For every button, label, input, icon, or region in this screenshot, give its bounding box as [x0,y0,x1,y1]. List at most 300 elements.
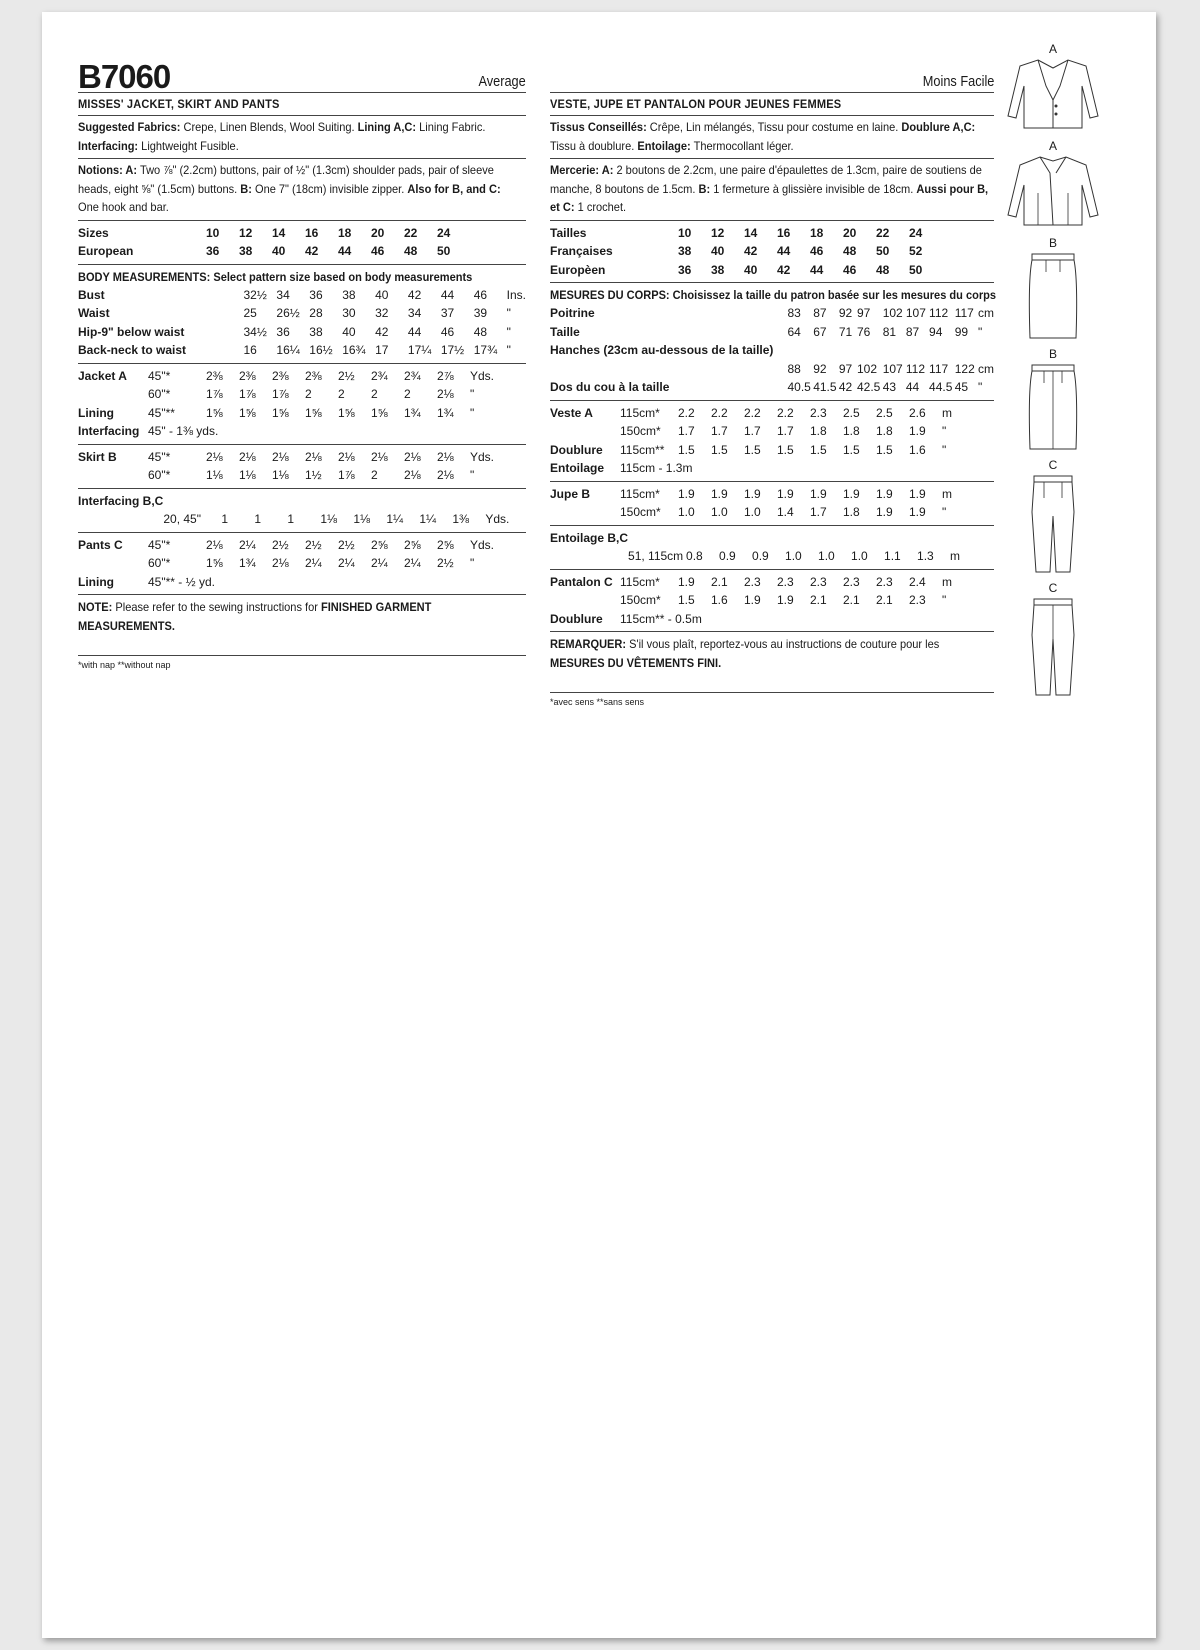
table-row [550,422,994,441]
unit: " [506,324,511,339]
table-row [78,385,526,404]
size-value: 2¼ [239,537,256,552]
size-value: 30 [342,306,356,321]
size-value: 16 [243,343,257,358]
size-value: 17¼ [407,343,432,358]
size-value: 1.5 [711,442,728,457]
pattern-title: MISSES' JACKET, SKIRT AND PANTS [78,97,280,111]
row-label: European [78,244,134,259]
row-label: Interfacing [78,424,140,439]
notions-paragraph-fr: Mercerie: A: 2 boutons de 2.2cm, une paire d'épaulettes de 1.3cm, paire de soutiens de manche, 8 boutons de 1.5cm. B: 1 fermeture à glissière invisible de 18cm. Aussi pour B, et C: 1 crochet. [550,163,989,214]
table-row [78,492,526,511]
size-value: 48 [473,324,488,339]
row-label: Hip-9" below waist [78,324,185,339]
size-value: 38 [309,324,323,339]
size-value: 2⅛ [272,449,289,464]
row-label: Back-neck to waist [78,343,187,358]
size-value: 1⅞ [272,387,289,402]
size-value: 2⅜ [239,368,256,383]
size-value: 1.9 [744,486,761,501]
size-value: 2½ [338,368,355,383]
size-value: 1⅛ [239,468,256,483]
size-value: 2¼ [305,556,322,571]
size-value: 45 [954,380,969,395]
table-row [550,378,994,397]
size-value: 22 [404,225,418,240]
sizes-table [78,221,526,264]
body-measurements-table-fr [550,304,994,397]
table-row [78,448,526,467]
size-value: 1½ [305,468,322,483]
size-value: 2.3 [909,593,926,608]
row-sub [186,304,243,323]
size-value: 2⅝ [404,537,421,552]
french-column [550,12,997,707]
size-value: 2.1 [843,593,860,608]
size-value: 1.5 [777,442,794,457]
row-label: Pants C [78,537,123,552]
size-value: 22 [876,225,890,240]
unit: " [978,324,983,339]
size-value: 1.9 [810,486,827,501]
row-label: Veste A [550,405,593,420]
garment-sketches [998,42,1108,704]
row-label: Doublure [550,442,603,457]
size-value: 1.6 [711,593,728,608]
size-value: 1⅝ [206,556,223,571]
size-value: 40 [342,324,356,339]
table-row [78,536,526,555]
size-value: 97 [838,361,853,376]
pants-back-sketch [998,595,1108,699]
size-value: 36 [276,324,290,339]
difficulty-label: Average [478,74,526,90]
size-value: 2.1 [711,574,728,589]
size-value: 102 [882,306,903,321]
size-value: 1.7 [810,505,827,520]
view-label: C [1048,458,1058,472]
size-value: 24 [437,225,451,240]
size-value: 32½ [243,287,267,302]
size-value: 2.2 [777,405,794,420]
row-sub: 45"** - ½ yd. [148,574,215,589]
size-value: 94 [929,324,943,339]
row-sub: 115cm* [620,405,660,420]
table-row [78,404,526,423]
size-value: 1.7 [678,424,695,439]
size-value: 2¾ [404,368,421,383]
unit: Yds. [470,449,495,464]
size-value: 2⅜ [272,368,289,383]
body-measurements-header-fr: MESURES DU CORPS: Choisissez la taille du patron basée sur les mesures du corps [550,288,997,302]
size-value: 42 [777,262,791,277]
unit: " [470,405,475,420]
note-paragraph-fr: REMARQUER: S'il vous plaît, reportez-vous au instructions de couture pour les MESURES DU VÊTEMENTS FINI. [550,637,940,670]
yardage-group [550,482,994,525]
size-value: 2.5 [843,405,860,420]
row-label [550,360,773,379]
size-value: 10 [206,225,220,240]
yardage-section [78,363,526,595]
size-value: 1.0 [818,549,835,564]
size-value: 1.4 [777,505,794,520]
size-value: 40 [744,262,758,277]
row-sub: 150cm* [620,593,661,608]
unit: " [470,387,475,402]
size-value: 1⅝ [206,405,223,420]
size-value: 1.5 [843,442,860,457]
table-row [550,547,994,566]
table-row [78,422,526,441]
skirt-front-sketch [998,250,1108,342]
size-value: 46 [371,244,385,259]
row-label: Skirt B [78,449,117,464]
footnote-fr: *avec sens **sans sens [550,697,645,707]
row-label: Doublure [550,611,603,626]
size-value: 2⅛ [437,387,454,402]
yardage-group [550,526,994,569]
size-value: 48 [404,244,418,259]
size-value: 1⅛ [272,468,289,483]
table-row [78,224,526,243]
size-value: 2⅛ [239,449,256,464]
size-value: 2.3 [744,574,761,589]
size-value: 40 [375,287,389,302]
row-sub [773,304,787,323]
size-value: 2 [305,387,312,402]
size-value: 42 [305,244,319,259]
sizes-table-fr [550,221,994,283]
size-value: 1⅛ [206,468,223,483]
unit: Yds. [485,512,510,527]
row-label: Poitrine [550,306,595,321]
size-value: 107 [905,306,926,321]
size-value: 36 [206,244,220,259]
unit: Yds. [470,537,495,552]
size-value: 2½ [272,537,289,552]
unit: " [506,343,511,358]
size-value: 76 [857,324,871,339]
size-value: 2¾ [371,368,388,383]
table-row [550,404,994,423]
size-value: 88 [787,361,801,376]
size-value: 1.9 [777,593,794,608]
row-label: Interfacing B,C [78,493,164,508]
size-value: 10 [678,225,692,240]
size-value: 87 [813,306,827,321]
notions-paragraph: Notions: A: Two ⅞" (2.2cm) buttons, pair of ½" (1.3cm) shoulder pads, pair of sleeve heads, eight ⅝" (1.5cm) buttons. B: One 7" (18cm) invisible zipper. Also for B, and C: One hook and bar. [78,163,501,214]
size-value: 2.3 [843,574,860,589]
size-value: 38 [239,244,253,259]
size-value: 42 [838,380,853,395]
size-value: 0.9 [752,549,769,564]
size-value: 12 [711,225,725,240]
yardage-group [78,533,526,595]
size-value: 2⅛ [371,449,388,464]
yardage-group [78,489,526,532]
difficulty-label-fr: Moins Facile [922,74,994,90]
fabrics-paragraph: Suggested Fabrics: Crepe, Linen Blends, Wool Suiting. Lining A,C: Lining Fabric. Interfacing: Lightweight Fusible. [78,120,486,153]
size-value: 1¼ [386,512,404,527]
size-value: 2⅛ [206,537,223,552]
size-value: 2¼ [404,556,421,571]
size-value: 1.9 [777,486,794,501]
size-value: 1⅜ [452,512,470,527]
size-value: 42 [375,324,389,339]
body-measurements-table [78,286,526,360]
size-value: 41.5 [813,380,837,395]
size-value: 2⅝ [437,537,454,552]
size-value: 2½ [338,537,355,552]
size-value: 1.6 [909,442,926,457]
size-value: 1⅝ [272,405,289,420]
size-value: 1.0 [851,549,868,564]
unit: m [942,574,952,589]
size-value: 1⅞ [206,387,223,402]
size-value: 20 [843,225,857,240]
size-value: 18 [338,225,352,240]
size-value: 99 [954,324,969,339]
size-value: 2 [404,387,411,402]
table-row [78,341,526,360]
row-sub: 60"* [148,387,171,402]
size-value: 1.7 [744,424,761,439]
unit: Ins. [506,287,526,302]
size-value: 2⅛ [338,449,355,464]
size-value: 40.5 [787,380,811,395]
table-row [550,459,994,478]
body-measurements-header: BODY MEASUREMENTS: Select pattern size based on body measurements [78,269,473,284]
unit: m [942,405,952,420]
size-value: 67 [813,324,827,339]
size-value: 44 [338,244,352,259]
size-value: 38 [342,287,356,302]
size-value: 37 [440,306,455,321]
size-value: 1.0 [711,505,728,520]
row-label [78,510,163,529]
size-value: 12 [239,225,253,240]
size-value: 17 [375,343,389,358]
body-measurements-section-fr [550,283,997,400]
view-label: A [1048,139,1057,153]
row-label: Entoilage [550,461,605,476]
body-measurements-section [78,265,526,363]
size-value: 1 [254,512,262,527]
size-value: 24 [909,225,923,240]
size-value: 2.1 [876,593,893,608]
size-value: 2¼ [338,556,355,571]
unit: cm [978,361,994,376]
size-value: 1 [287,512,295,527]
size-value: 1.9 [909,505,926,520]
row-label: Europèen [550,262,606,277]
size-value: 44.5 [929,380,953,395]
size-value: 2⅞ [437,368,454,383]
size-value: 34½ [243,324,267,339]
size-value: 44 [407,324,422,339]
yardage-group [550,570,994,632]
unit: " [942,424,947,439]
yardage-group [550,401,994,481]
size-value: 2.3 [777,574,794,589]
size-value: 2⅝ [371,537,388,552]
unit: " [942,505,947,520]
size-value: 2⅛ [272,556,289,571]
size-value: 36 [309,287,323,302]
size-value: 26½ [276,306,300,321]
size-value: 52 [909,244,923,259]
table-row [550,529,994,548]
row-sub: 20, 45" [163,512,201,527]
size-value: 1.0 [678,505,695,520]
size-value: 1⅝ [338,405,355,420]
size-value: 112 [905,361,925,376]
size-value: 34 [407,306,422,321]
size-value: 2.2 [711,405,728,420]
size-value: 17½ [440,343,465,358]
pattern-title-fr: VESTE, JUPE ET PANTALON POUR JEUNES FEMMES [550,97,842,111]
view-label: B [1048,347,1057,361]
unit: m [950,549,961,564]
table-row [78,466,526,485]
size-value: 1.7 [777,424,794,439]
size-value: 1.7 [711,424,728,439]
size-value: 25 [243,306,257,321]
size-value: 34 [276,287,290,302]
size-value: 1.9 [909,424,926,439]
size-value: 1.5 [678,593,695,608]
row-label: Tailles [550,225,587,240]
size-value: 32 [375,306,389,321]
size-value: 2 [338,387,345,402]
size-value: 107 [882,361,903,376]
row-sub: 150cm* [620,424,661,439]
table-row [550,304,994,323]
row-sub: 60"* [148,556,171,571]
row-label [550,503,620,522]
view-label: C [1048,581,1058,595]
unit: " [942,593,947,608]
view-label: A [1048,42,1057,56]
row-sub [773,378,787,397]
unit: " [506,306,511,321]
size-value: 2 [371,387,378,402]
size-value: 48 [876,262,890,277]
row-label: Dos du cou à la taille [550,380,670,395]
table-row [550,341,994,360]
row-sub: 115cm* [620,486,660,501]
unit [470,242,526,261]
size-value: 1.1 [884,549,901,564]
size-value: 46 [843,262,857,277]
table-row [550,323,994,342]
row-label [550,547,628,566]
table-row [550,261,994,280]
size-value: 43 [882,380,897,395]
size-value: 16¾ [342,343,366,358]
row-label [78,554,148,573]
row-sub [773,341,994,360]
row-label: Jupe B [550,486,591,501]
table-row [78,573,526,592]
size-value: 2.2 [744,405,761,420]
size-value: 2.6 [909,405,926,420]
size-value: 14 [744,225,758,240]
size-value: 92 [838,306,853,321]
table-row [550,360,994,379]
size-value: 44 [440,287,455,302]
row-label: Hanches (23cm au-dessous de la taille) [550,343,774,358]
size-value: 1¾ [404,405,421,420]
size-value: 122 [954,361,975,376]
table-row [78,367,526,386]
size-value: 2⅛ [437,468,454,483]
size-value: 64 [787,324,801,339]
row-label: Jacket A [78,368,127,383]
size-value: 38 [678,244,692,259]
size-value: 2.2 [678,405,695,420]
pattern-envelope-back [42,12,1156,1638]
jacket-front-sketch [998,56,1108,134]
size-value: 1.5 [876,442,893,457]
size-value: 1.8 [843,424,860,439]
size-value: 1⅝ [305,405,322,420]
row-sub: 115cm - 1.3m [620,461,693,476]
unit: cm [978,306,994,321]
unit: m [942,486,952,501]
row-sub: 115cm** - 0.5m [620,611,702,626]
skirt-back-sketch [998,361,1108,453]
size-value: 102 [857,361,878,376]
row-sub [186,286,243,305]
table-row [78,554,526,573]
size-value: 2⅛ [437,449,454,464]
size-value: 2.3 [810,405,827,420]
row-label: Lining [78,574,114,589]
unit [942,261,994,280]
size-value: 17¾ [473,343,498,358]
size-value: 1¼ [419,512,437,527]
size-value: 2½ [305,537,322,552]
row-label: Entoilage B,C [550,530,629,545]
size-value: 1.5 [810,442,827,457]
size-value: 1⅝ [371,405,388,420]
row-sub: 51, 115cm [628,549,684,564]
size-value: 16 [305,225,319,240]
size-value: 14 [272,225,286,240]
size-value: 81 [882,324,897,339]
size-value: 42.5 [857,380,881,395]
size-value: 1.0 [785,549,802,564]
row-sub: 45"* [148,537,171,552]
english-column [78,12,526,670]
table-row [550,242,994,261]
row-label [550,591,620,610]
row-sub: 150cm* [620,505,661,520]
table-row [550,573,994,592]
size-value: 2 [371,468,378,483]
size-value: 16 [777,225,791,240]
size-value: 40 [711,244,725,259]
view-label: B [1048,236,1057,250]
size-value: 16¼ [276,343,300,358]
size-value: 0.9 [719,549,736,564]
size-value: 1.9 [843,486,860,501]
size-value: 1.9 [678,574,695,589]
size-value: 1.3 [917,549,934,564]
size-value: 2½ [437,556,454,571]
unit: Yds. [470,368,495,383]
